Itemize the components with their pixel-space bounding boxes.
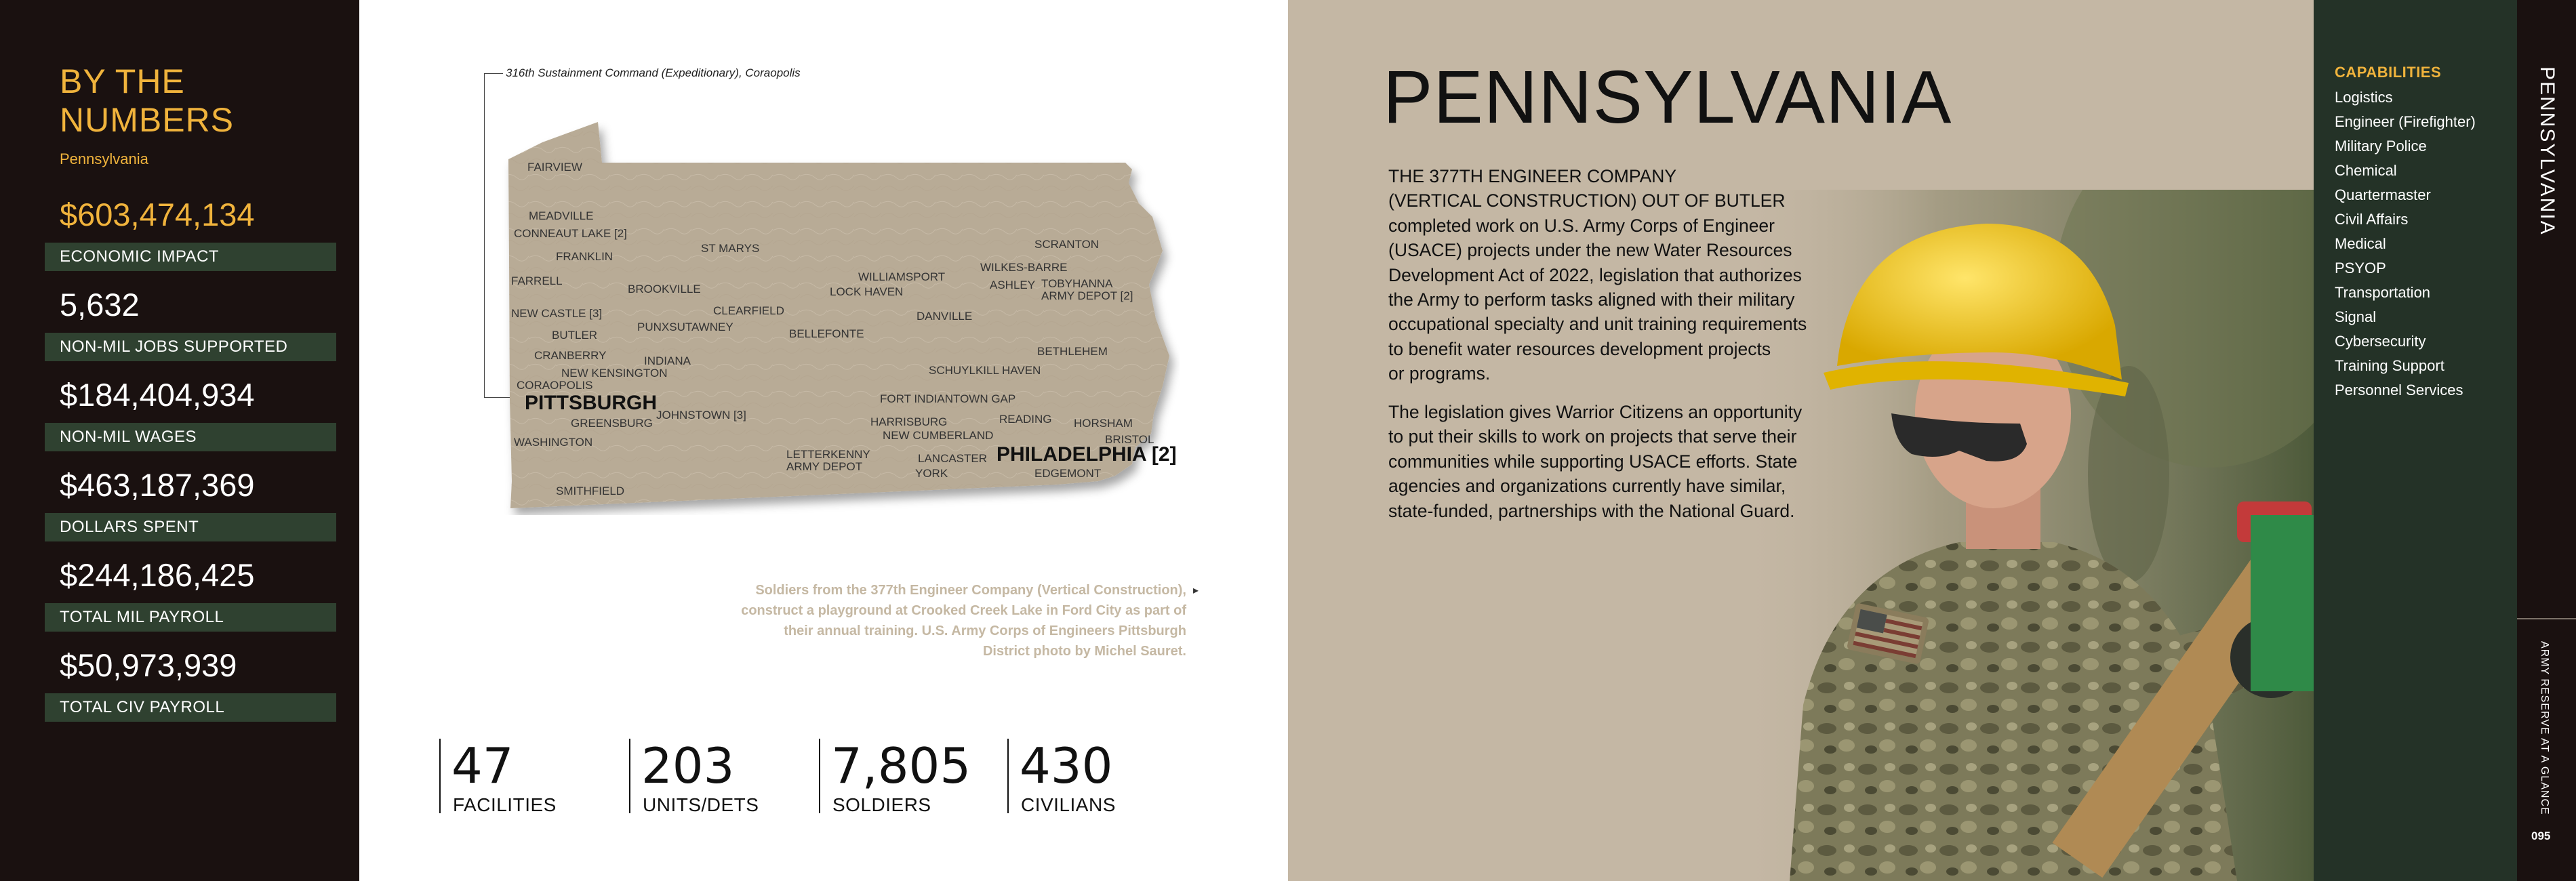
city-label: JOHNSTOWN [3]: [656, 409, 746, 422]
units-count: 203: [641, 737, 735, 794]
state-heading: PENNSYLVANIA: [1383, 56, 1952, 139]
city-label: HORSHAM: [1074, 417, 1133, 430]
stat-label-jobs: NON-MIL JOBS SUPPORTED: [60, 337, 288, 356]
city-label: FAIRVIEW: [527, 161, 582, 173]
panel-title-line2: NUMBERS: [60, 101, 235, 139]
stat-divider: [819, 739, 820, 813]
paragraph-2-line: agencies and organizations currently have similar,: [1388, 476, 1786, 497]
paragraph-1-line: to benefit water resources development projects: [1388, 338, 1771, 359]
city-label: NEW CUMBERLAND: [883, 429, 994, 442]
capability-item: Medical: [2335, 235, 2386, 252]
capability-item: Engineer (Firefighter): [2335, 113, 2476, 130]
city-label: LETTERKENNY ARMY DEPOT: [786, 448, 870, 473]
city-label: MEADVILLE: [529, 209, 594, 222]
city-label: FRANKLIN: [556, 250, 613, 263]
side-divider: [2517, 618, 2576, 619]
capability-item: Civil Affairs: [2335, 211, 2409, 228]
paragraph-1-line: completed work on U.S. Army Corps of Engineer: [1388, 215, 1775, 236]
leader-line-top: [484, 73, 503, 74]
side-state-label: PENNSYLVANIA: [2536, 66, 2558, 236]
page-number: 095: [2531, 829, 2551, 842]
paragraph-1-line: the Army to perform tasks aligned with their military: [1388, 289, 1795, 310]
soldiers-label: SOLDIERS: [832, 794, 931, 815]
city-label: SCHUYLKILL HAVEN: [929, 364, 1041, 377]
paragraph-2-line: state-funded, partnerships with the National Guard.: [1388, 500, 1795, 521]
panel-title-line1: BY THE: [60, 62, 185, 100]
paragraph-1-line: (VERTICAL CONSTRUCTION) OUT OF BUTLER: [1388, 190, 1786, 211]
city-label: READING: [999, 413, 1052, 426]
city-label-pittsburgh: PITTSBURGH: [525, 392, 657, 414]
capability-item: PSYOP: [2335, 260, 2386, 276]
city-label: GREENSBURG: [571, 417, 653, 430]
capabilities-heading: CAPABILITIES: [2335, 64, 2442, 81]
capability-item: Logistics: [2335, 89, 2393, 106]
civilians-count: 430: [1020, 737, 1113, 794]
city-label: BETHLEHEM: [1037, 345, 1108, 358]
stat-label-dollars-spent: DOLLARS SPENT: [60, 518, 199, 536]
stat-label-mil-payroll: TOTAL MIL PAYROLL: [60, 608, 224, 626]
city-label: CLEARFIELD: [713, 304, 784, 317]
city-label: DANVILLE: [917, 310, 973, 323]
paragraph-1-line: or programs.: [1388, 363, 1491, 384]
stat-value-economic-impact: $603,474,134: [60, 197, 255, 232]
city-label: LOCK HAVEN: [830, 285, 904, 298]
paragraph-2-line: The legislation gives Warrior Citizens an opportunity: [1388, 402, 1803, 422]
city-label: EDGEMONT: [1034, 467, 1102, 480]
capability-item: Personnel Services: [2335, 382, 2463, 398]
side-book-title: ARMY RESERVE AT A GLANCE: [2539, 641, 2550, 815]
capability-item: Training Support: [2335, 357, 2444, 374]
map-note: 316th Sustainment Command (Expeditionary), Coraopolis: [506, 66, 801, 79]
city-label: FORT INDIANTOWN GAP: [880, 392, 1016, 405]
city-label: NEW CASTLE [3]: [511, 307, 603, 320]
caption-arrow-icon: ▸: [1193, 585, 1199, 596]
capability-item: Cybersecurity: [2335, 333, 2426, 350]
city-label: HARRISBURG: [870, 415, 948, 428]
city-label: INDIANA: [644, 354, 691, 367]
city-label: TOBYHANNA ARMY DEPOT [2]: [1041, 277, 1133, 302]
stat-label-wages: NON-MIL WAGES: [60, 428, 197, 446]
city-label: PUNXSUTAWNEY: [637, 321, 733, 333]
stat-divider: [1007, 739, 1009, 813]
capability-item: Military Police: [2335, 138, 2427, 155]
city-label: FARRELL: [511, 274, 563, 287]
capability-item: Signal: [2335, 308, 2377, 325]
city-label: NEW KENSINGTON: [561, 367, 668, 380]
stat-label-civ-payroll: TOTAL CIV PAYROLL: [60, 698, 225, 716]
civilians-label: CIVILIANS: [1021, 794, 1116, 815]
city-label: LANCASTER: [918, 452, 988, 465]
city-label: SCRANTON: [1034, 238, 1100, 251]
city-label: WILKES-BARRE: [980, 261, 1068, 274]
city-label: ASHLEY: [990, 279, 1036, 291]
paragraph-1-line: (USACE) projects under the new Water Resources: [1388, 240, 1792, 261]
city-label: BRISTOL: [1105, 433, 1154, 446]
city-label: BROOKVILLE: [628, 283, 701, 295]
paragraph-2-line: communities while supporting USACE efforts. State: [1388, 451, 1798, 472]
leader-line-vertical: [484, 73, 485, 397]
city-label: CRANBERRY: [534, 349, 607, 362]
panel-title: [60, 62, 234, 140]
city-label: WILLIAMSPORT: [858, 270, 946, 283]
city-label: ST MARYS: [701, 242, 760, 255]
stat-value-mil-payroll: $244,186,425: [60, 557, 255, 593]
city-label: SMITHFIELD: [556, 485, 625, 497]
capability-item: Chemical: [2335, 162, 2397, 179]
stat-value-wages: $184,404,934: [60, 377, 255, 413]
stat-value-jobs: 5,632: [60, 287, 140, 323]
stat-label-economic-impact: ECONOMIC IMPACT: [60, 247, 220, 266]
city-label: WASHINGTON: [514, 436, 593, 449]
city-label: CORAOPOLIS: [517, 379, 593, 392]
city-label-philadelphia: PHILADELPHIA [2]: [997, 443, 1177, 466]
paragraph-1-line: THE 377TH ENGINEER COMPANY: [1388, 166, 1677, 186]
paragraph-1-line: Development Act of 2022, legislation that authorizes: [1388, 264, 1802, 285]
soldiers-count: 7,805: [831, 737, 971, 794]
capability-item: Quartermaster: [2335, 186, 2431, 203]
city-label: YORK: [915, 467, 948, 480]
capabilities-panel: [2314, 0, 2517, 881]
paragraph-2-line: to put their skills to work on projects that serve their: [1388, 426, 1797, 447]
photo-caption: Soldiers from the 377th Engineer Company (Vertical Construction), construct a playground at Crooked Creek Lake in Ford City as part of their annual training. U.S. Army Corps of Engineers Pittsburgh District photo by Michel Sauret.: [741, 583, 1186, 659]
units-label: UNITS/DETS: [643, 794, 759, 815]
capability-item: Transportation: [2335, 284, 2431, 301]
paragraph-1: [1388, 164, 1849, 386]
facilities-label: FACILITIES: [453, 794, 557, 815]
stat-value-civ-payroll: $50,973,939: [60, 647, 237, 683]
city-label: CONNEAUT LAKE [2]: [514, 227, 627, 240]
city-label: BELLEFONTE: [789, 327, 864, 340]
stat-value-dollars-spent: $463,187,369: [60, 467, 255, 503]
stat-divider: [439, 739, 441, 813]
panel-subtitle: Pennsylvania: [60, 150, 148, 167]
paragraph-2: [1388, 400, 1849, 523]
paragraph-1-line: occupational specialty and unit training requirements: [1388, 314, 1807, 335]
stat-divider: [629, 739, 630, 813]
city-label: BUTLER: [552, 329, 598, 342]
facilities-count: 47: [451, 737, 514, 794]
